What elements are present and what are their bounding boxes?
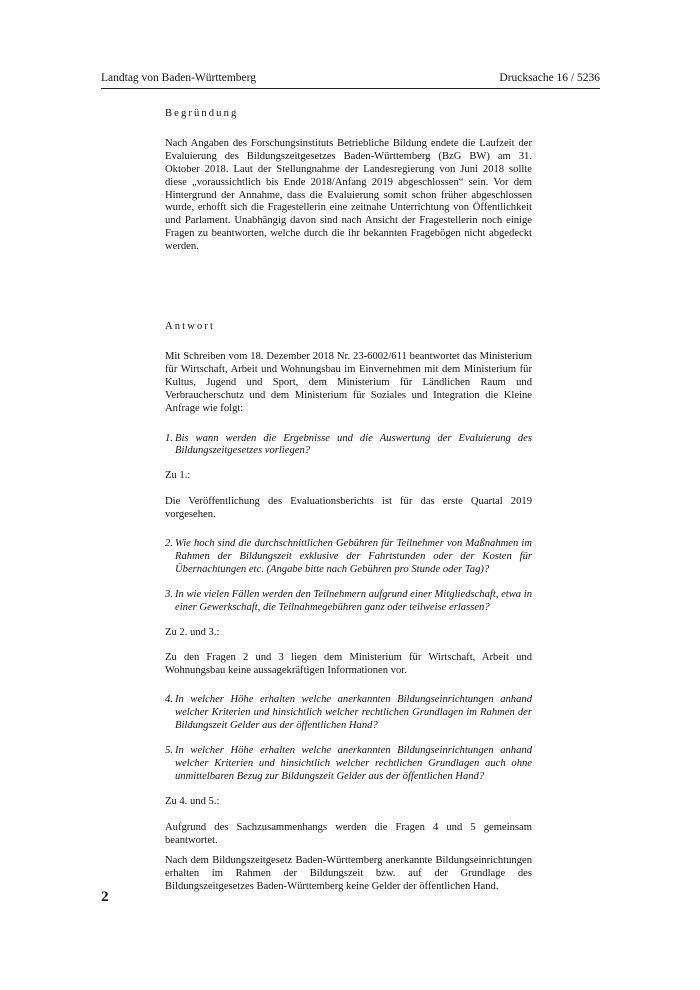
page-number: 2 <box>101 889 109 905</box>
page-header <box>101 71 600 85</box>
question-number: 2. <box>165 538 173 550</box>
answer-label-4-5: Zu 4. und 5.: <box>165 795 220 807</box>
header-right: Drucksache 16 / 5236 <box>499 72 600 84</box>
begruendung-text: Nach Angaben des Forschungsinstituts Betriebliche Bildung endete die Laufzeit der Evaluierung des Bildungszeitgesetzes Baden-Württemberg (BzG BW) am 31. Oktober 2018. Laut der Stellungnahme der Landesregierung von Juni 2018 sollte diese „voraussichtlich bis Ende 2018/Anfang 2019 abgeschlossen“ sein. Vor dem Hintergrund der Annahme, dass die Evaluierung somit schon früher abgeschlossen wurde, erhofft sich die Fragestellerin eine zeitnahe Unterrichtung von Öffentlichkeit und Parlament. Unabhängig davon sind nach Ansicht der Fragestellerin noch einige Fragen zu beantworten, welche durch die ihr bekannten Fragebögen nicht abgedeckt werden. <box>165 137 532 253</box>
answer-label-1: Zu 1.: <box>165 470 191 482</box>
header-rule <box>101 88 600 89</box>
question-5 <box>165 745 532 784</box>
begruendung-heading: Begründung <box>165 108 239 119</box>
question-number: 5. <box>165 745 173 756</box>
question-number: 4. <box>165 694 173 706</box>
question-text: In welcher Höhe erhalten welche anerkannten Bildungseinrichtungen anhand welcher Kriterien und hinsichtlich welcher rechtlichen Grundlagen auch ohne unmittelbaren Bezug zur Bildungszeit Gelder aus der öffentlichen Hand? <box>175 745 532 782</box>
question-2 <box>165 538 532 577</box>
antwort-intro: Mit Schreiben vom 18. Dezember 2018 Nr. 23-6002/611 beantwortet das Ministerium für Wirtschaft, Arbeit und Wohnungsbau im Einvernehmen mit dem Ministerium für Kultus, Jugend und Sport, dem Ministerium für Ländlichen Raum und Verbraucherschutz und dem Ministerium für Soziales und Integration die Kleine Anfrage wie folgt: <box>165 350 532 414</box>
answer-1: Die Veröffentlichung des Evaluationsberichts ist für das erste Quartal 2019 vorgesehen. <box>165 496 532 521</box>
question-text: Bis wann werden die Ergebnisse und die Auswertung der Evaluierung des Bildungszeitgesetzes vorliegen? <box>175 432 532 457</box>
question-1 <box>165 433 532 459</box>
answer-label-2-3: Zu 2. und 3.: <box>165 626 220 638</box>
question-3 <box>165 589 532 615</box>
answer-4-5-part-2: Nach dem Bildungszeitgesetz Baden-Württemberg anerkannte Bildungseinrichtungen erhalten im Rahmen der Bildungszeit bzw. auf der Grundlage des Bildungszeitgesetzes Baden-Württemberg keine Gelder der öffentlichen Hand. <box>165 855 532 893</box>
question-text: In welcher Höhe erhalten welche anerkannten Bildungseinrichtungen anhand welcher Kriterien und hinsichtlich welcher rechtlichen Grundlagen im Rahmen der Bildungszeit Gelder aus der öffentlichen Hand? <box>175 694 532 732</box>
answer-4-5-part-1: Aufgrund des Sachzusammenhangs werden die Fragen 4 und 5 gemeinsam beantwortet. <box>165 821 532 846</box>
header-left: Landtag von Baden-Württemberg <box>101 72 256 84</box>
question-number: 1. <box>165 432 173 444</box>
question-number: 3. <box>165 588 173 600</box>
answer-2-3: Zu den Fragen 2 und 3 liegen dem Ministerium für Wirtschaft, Arbeit und Wohnungsbau keine aussagekräftigen Informationen vor. <box>165 652 532 677</box>
antwort-heading: Antwort <box>165 321 216 333</box>
question-text: In wie vielen Fällen werden den Teilnehmern aufgrund einer Mitgliedschaft, etwa in einer Gewerkschaft, die Teilnahmegebühren ganz oder teilweise erlassen? <box>175 588 532 613</box>
document-body <box>165 108 532 906</box>
question-4 <box>165 694 532 733</box>
question-text: Wie hoch sind die durchschnittlichen Gebühren für Teilnehmer von Maßnahmen im Rahmen der Bildungszeit exklusive der Fahrtstunden oder der Kosten für Übernachtungen etc. (Angabe bitte nach Gebühren pro Stunde oder Tag)? <box>175 538 532 575</box>
